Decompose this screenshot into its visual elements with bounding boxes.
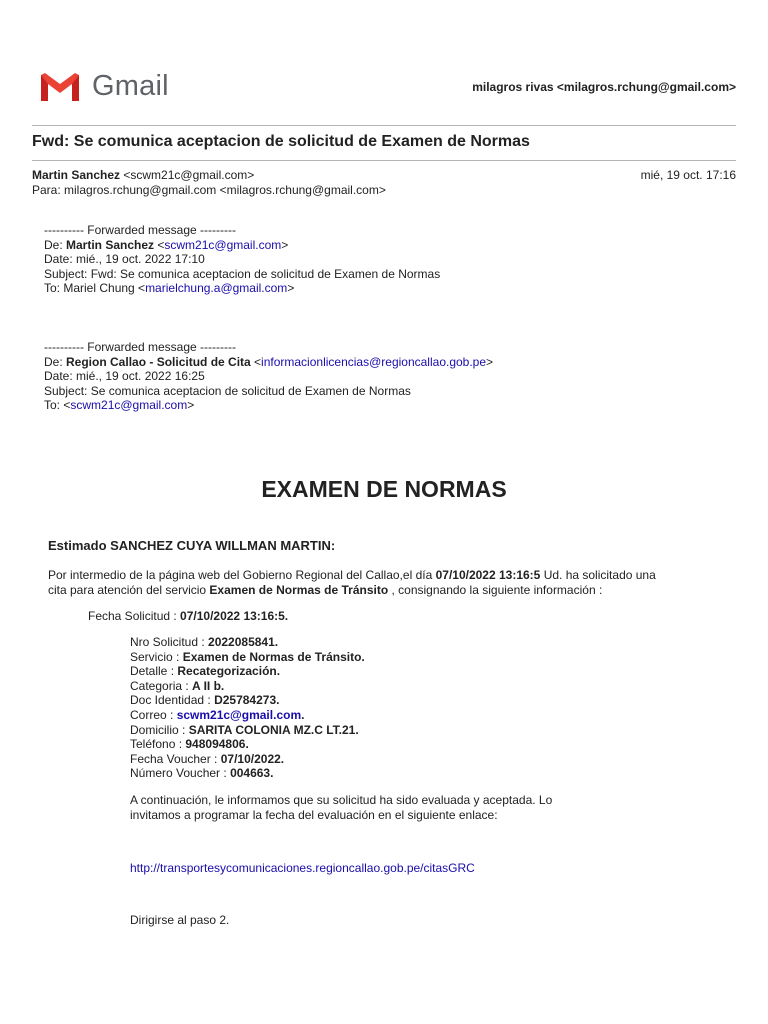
detail-row [130, 635, 365, 650]
email-subject: Fwd: Se comunica aceptacion de solicitud de Examen de Normas [32, 133, 530, 150]
sender-name: Martin Sanchez [32, 168, 121, 182]
intro-service: Examen de Normas de Tránsito [209, 582, 389, 597]
detail-label: Teléfono : [130, 737, 186, 752]
forwarded-block-2: ---------- Forwarded message --------- De: Region Callao - Solicitud de Cita <informacionlicencias@regioncallao.gob.pe> Date: mié., 19 oct. 2022 16:25 Subject: Se comunica aceptacion de solicitud de Examen de Normas To: <scwm21c@gmail.com> [44, 340, 494, 413]
divider [32, 125, 736, 126]
detail-label: Servicio : [130, 649, 183, 664]
greeting: Estimado SANCHEZ CUYA WILLMAN MARTIN: [48, 538, 336, 553]
details-list [130, 635, 365, 781]
detail-row [130, 766, 365, 781]
forward-date: Date: mié., 19 oct. 2022 17:10 [44, 252, 205, 267]
from-name: Region Callao - Solicitud de Cita [66, 354, 251, 369]
link-paragraph [130, 861, 768, 876]
intro-text: Por intermedio de la página web del Gobierno Regional del Callao,el día [48, 568, 436, 582]
detail-value: 2022085841. [208, 635, 279, 649]
intro-text: Ud. ha solicitado una [540, 568, 656, 582]
forward-subject: Subject: Fwd: Se comunica aceptacion de solicitud de Examen de Normas [44, 266, 441, 281]
detail-label: Detalle : [130, 664, 178, 679]
detail-row [130, 737, 365, 752]
from-email-link[interactable]: informacionlicencias@regioncallao.gob.pe [261, 354, 487, 369]
gmail-m-icon [38, 71, 82, 103]
correo-link[interactable]: scwm21c@gmail.com [176, 707, 302, 722]
email-meta [32, 168, 736, 198]
to-email-link[interactable]: marielchung.a@gmail.com [145, 281, 288, 296]
recipient-line: Para: milagros.rchung@gmail.com <milagros.rchung@gmail.com> [32, 183, 386, 197]
to-email-link[interactable]: scwm21c@gmail.com [70, 398, 188, 413]
to-label: To: Mariel Chung < [44, 281, 146, 296]
detail-row [130, 752, 365, 767]
forward-date: Date: mié., 19 oct. 2022 16:25 [44, 369, 205, 384]
account-label: milagros rivas <milagros.rchung@gmail.com> [472, 80, 736, 94]
intro-date: 07/10/2022 13:16:5 [435, 568, 541, 582]
detail-value: D25784273. [214, 693, 280, 708]
citas-link[interactable]: http://transportesycomunicaciones.regioncallao.gob.pe/citasGRC [130, 861, 475, 875]
intro-paragraph [48, 568, 728, 597]
detail-label: Doc Identidad : [130, 693, 215, 708]
forward-subject: Subject: Se comunica aceptacion de solicitud de Examen de Normas [44, 383, 411, 398]
detail-suffix: . [301, 707, 305, 722]
detail-label: Número Voucher : [130, 766, 231, 781]
detail-value: 07/10/2022. [220, 751, 285, 766]
detail-value: A II b. [192, 678, 225, 693]
detail-row [130, 664, 365, 679]
step-text: Dirigirse al paso 2. [130, 913, 230, 927]
from-label: De: [44, 354, 67, 369]
forward-separator: ---------- Forwarded message --------- [44, 340, 236, 354]
detail-row [130, 650, 365, 665]
detail-value: Examen de Normas de Tránsito. [182, 649, 365, 664]
continue-text: invitamos a programar la fecha del evaluación en el siguiente enlace: [130, 807, 498, 822]
detail-value: Recategorización. [177, 664, 281, 679]
fecha-value: 07/10/2022 13:16:5. [180, 609, 289, 623]
from-name: Martin Sanchez [66, 237, 155, 252]
fecha-solicitud [88, 609, 768, 624]
detail-row [130, 708, 365, 723]
detail-label: Fecha Voucher : [130, 751, 221, 766]
to-label: To: < [44, 398, 71, 413]
from-email-link[interactable]: scwm21c@gmail.com [164, 237, 282, 252]
email-date: mié, 19 oct. 17:16 [640, 168, 736, 182]
continue-text: A continuación, le informamos que su solicitud ha sido evaluada y aceptada. Lo [130, 793, 553, 807]
gmail-logo-text: Gmail [92, 70, 169, 102]
forwarded-block-1: ---------- Forwarded message --------- De: Martin Sanchez <scwm21c@gmail.com> Date: mié., 19 oct. 2022 17:10 Subject: Fwd: Se comunica aceptacion de solicitud de Examen de Normas To: Mariel Chung <marielchung.a@gmail.com> [44, 223, 441, 296]
detail-label: Nro Solicitud : [130, 635, 209, 649]
detail-label: Categoria : [130, 678, 193, 693]
detail-row [130, 723, 365, 738]
detail-value: SARITA COLONIA MZ.C LT.21. [188, 722, 359, 737]
detail-value: 004663. [230, 766, 274, 781]
gmail-header [32, 62, 736, 112]
body-title: EXAMEN DE NORMAS [261, 476, 507, 502]
from-label: De: [44, 237, 67, 252]
detail-value: 948094806. [185, 737, 249, 752]
sender-email: <scwm21c@gmail.com> [123, 168, 255, 182]
detail-row [130, 693, 365, 708]
intro-text: , consignando la siguiente información : [388, 582, 603, 597]
fecha-label: Fecha Solicitud : [88, 609, 181, 623]
forward-separator: ---------- Forwarded message --------- [44, 223, 236, 237]
divider [32, 160, 736, 161]
detail-label: Domicilio : [130, 722, 189, 737]
intro-text: cita para atención del servicio [48, 582, 210, 597]
gmail-logo [38, 70, 169, 103]
continue-paragraph [130, 793, 768, 822]
detail-label: Correo : [130, 707, 177, 722]
detail-row [130, 679, 365, 694]
